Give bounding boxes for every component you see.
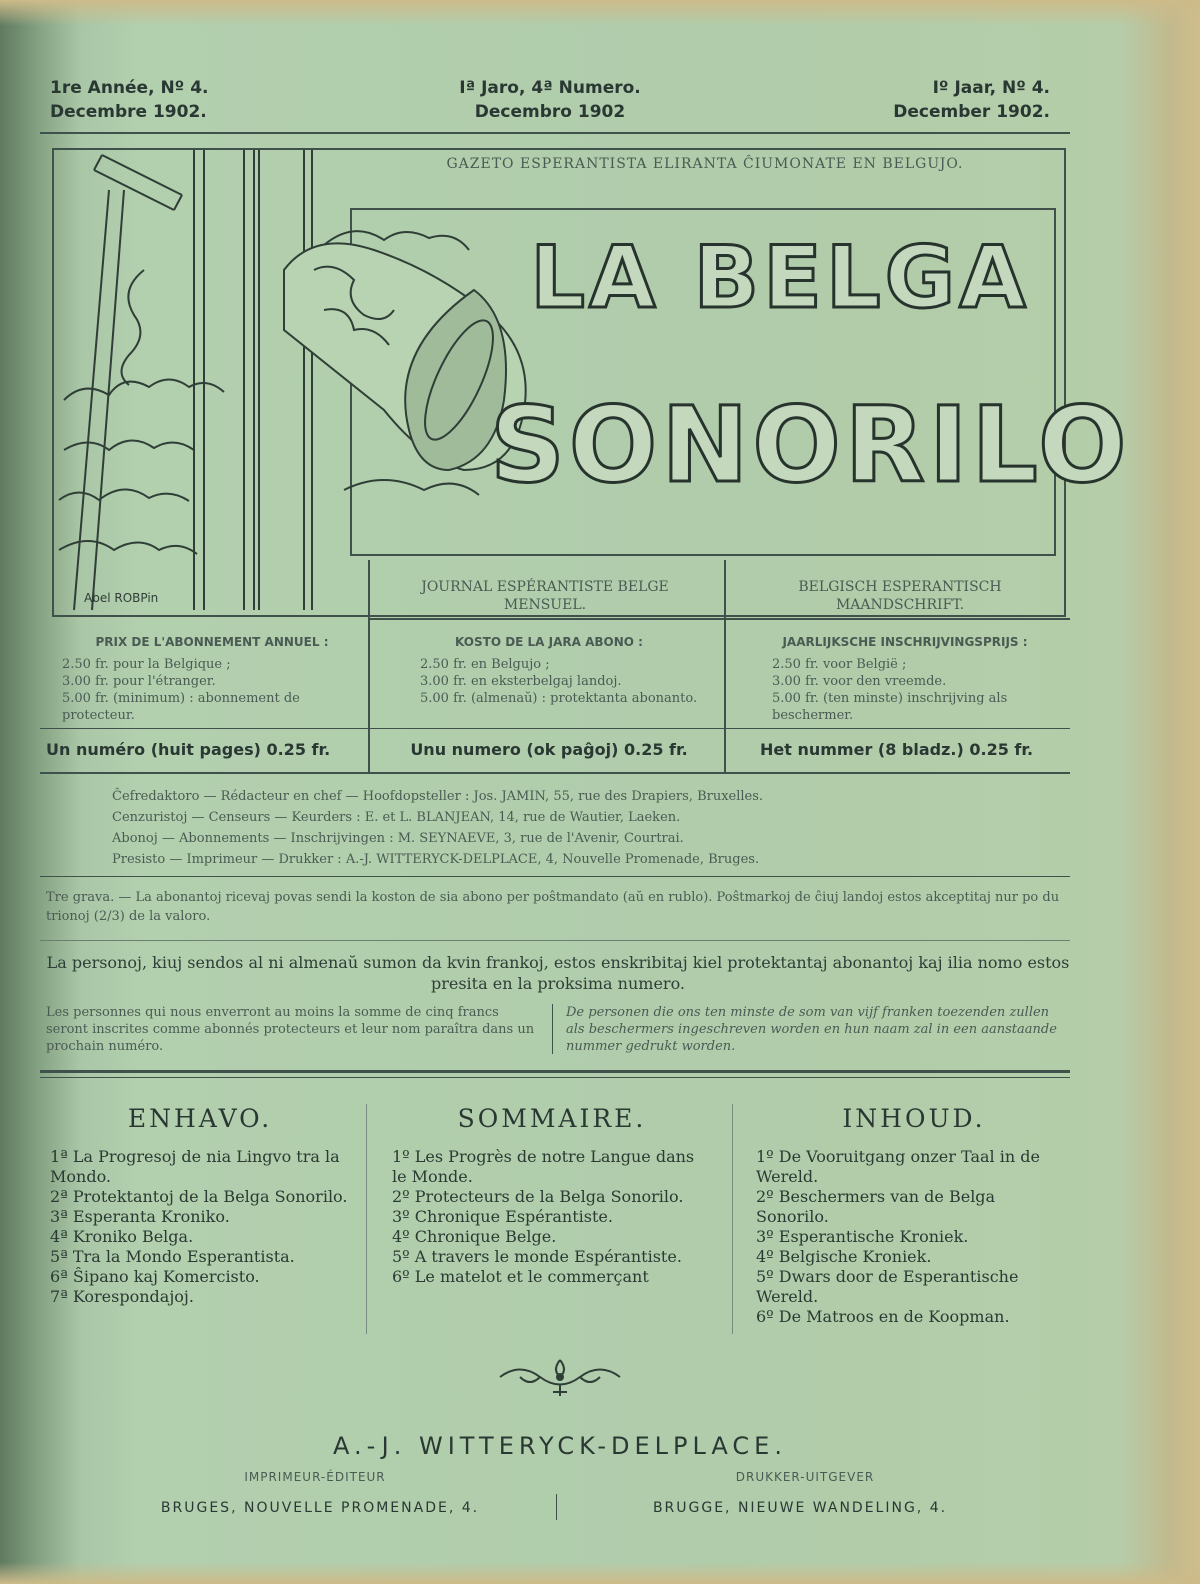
header-esperanto-issue: Iª Jaro, 4ª Numero. <box>459 78 641 98</box>
contents-item: 1º De Vooruitgang onzer Taal in de Wereld. <box>756 1147 1040 1186</box>
contents-item: 2º Beschermers van de Belga Sonorilo. <box>756 1187 996 1226</box>
header-rule <box>40 132 1070 134</box>
prices-french-line: 5.00 fr. (minimum) : abonnement de protecteur. <box>62 691 300 723</box>
contents-rule-bottom <box>40 1077 1070 1078</box>
staff-printer: Presisto — Imprimeur — Drukker : A.-J. WITTERYCK-DELPLACE, 4, Nouvelle Promenade, Bruges. <box>112 852 760 867</box>
contents-divider-left <box>366 1104 367 1334</box>
bell-illustration <box>54 150 554 612</box>
contents-item: 5ª Tra la Mondo Esperantista. <box>50 1247 295 1266</box>
prices-french-heading: PRIX DE L'ABONNEMENT ANNUEL : <box>95 635 329 649</box>
description-dutch: BELGISCH ESPERANTISCH MAANDSCHRIFT. <box>798 579 1002 613</box>
prices-dutch-line: 2.50 fr. voor België ; <box>772 657 907 672</box>
contents-dutch-heading: INHOUD. <box>842 1104 986 1133</box>
prices-esperanto-line: 5.00 fr. (almenaŭ) : protektanta abonanto. <box>420 691 698 706</box>
important-notice: Tre grava. — La abonantoj ricevaj povas sendi la koston de sia abono per poŝtmandato (aŭ en rublo). Poŝtmarkoj de ĉiuj landoj estos akceptitaj nur po du trionoj (2/3) de la valoro. <box>46 890 1060 924</box>
appeal-esperanto: La personoj, kiuj sendos al ni almenaŭ sumon da kvin frankoj, estos enskribitaj kiel protektantaj abonantoj kaj ilia nomo estos presita en la proksima numero. <box>46 953 1070 993</box>
footer-divider <box>556 1494 557 1520</box>
prices-french-line: 2.50 fr. pour la Belgique ; <box>62 657 231 672</box>
contents-item: 6ª Ŝipano kaj Komercisto. <box>50 1267 260 1286</box>
cloud-left <box>64 380 224 401</box>
staff-subscriptions: Abonoj — Abonnements — Inschrijvingen : M. SEYNAEVE, 3, rue de l'Avenir, Courtrai. <box>112 831 684 846</box>
contents-item: 6º Le matelot et le commerçant <box>392 1267 649 1286</box>
contents-divider-right <box>732 1104 733 1334</box>
header-esperanto <box>430 76 670 124</box>
contents-item: 4º Belgische Kroniek. <box>756 1247 932 1266</box>
printer-name: A.-J. WITTERYCK-DELPLACE. <box>333 1432 787 1460</box>
printer-address-dutch: BRUGGE, NIEUWE WANDELING, 4. <box>652 1500 948 1516</box>
contents-french-heading: SOMMAIRE. <box>457 1104 647 1133</box>
header-dutch <box>850 76 1050 124</box>
prices-esperanto-heading: KOSTO DE LA JARA ABONO : <box>455 635 643 649</box>
contents-french <box>392 1104 712 1287</box>
contents-esperanto <box>50 1104 350 1307</box>
prices-esperanto-line: 2.50 fr. en Belgujo ; <box>420 657 550 672</box>
staff-editor: Ĉefredaktoro — Rédacteur en chef — Hoofdopsteller : Jos. JAMIN, 55, rue des Drapiers, Bruxelles. <box>112 789 764 804</box>
prices-dutch-heading: JAARLIJKSCHE INSCHRIJVINGSPRIJS : <box>782 635 1028 649</box>
appeal-divider <box>552 1004 553 1054</box>
printer-role-dutch: DRUKKER-UITGEVER <box>735 1470 875 1484</box>
contents-item: 7ª Korespondajoj. <box>50 1287 194 1306</box>
header-esperanto-date: Decembro 1902 <box>474 102 626 122</box>
prices-french-line: 3.00 fr. pour l'étranger. <box>62 674 216 689</box>
staff-list <box>112 786 1062 870</box>
printer-address-french: BRUGES, NOUVELLE PROMENADE, 4. <box>160 1500 480 1516</box>
staff-rule <box>40 772 1070 774</box>
column-divider-right <box>724 560 726 772</box>
header-dutch-date: December 1902. <box>893 102 1050 122</box>
single-price-french: Un numéro (huit pages) 0.25 fr. <box>46 740 331 759</box>
contents-item: 5º A travers le monde Espérantiste. <box>392 1247 682 1266</box>
title-la-belga: LA BELGA <box>530 228 1030 328</box>
column-divider-left <box>368 560 370 772</box>
contents-item: 3º Esperantische Kroniek. <box>756 1227 969 1246</box>
contents-item: 3º Chronique Espérantiste. <box>392 1207 613 1226</box>
contents-item: 4º Chronique Belge. <box>392 1227 557 1246</box>
header-french <box>50 76 250 124</box>
single-price-esperanto: Unu numero (ok paĝoj) 0.25 fr. <box>410 740 688 759</box>
contents-esperanto-heading: ENHAVO. <box>127 1104 273 1133</box>
contents-item: 4ª Kroniko Belga. <box>50 1227 194 1246</box>
prices-dutch <box>740 634 1070 724</box>
contents-item: 1º Les Progrès de notre Langue dans le Monde. <box>392 1147 695 1186</box>
prices-dutch-line: 3.00 fr. voor den vreemde. <box>772 674 947 689</box>
single-price-dutch: Het nummer (8 bladz.) 0.25 fr. <box>760 740 1034 759</box>
notice-rule <box>40 876 1070 877</box>
printer-role-french: IMPRIMEUR-ÉDITEUR <box>244 1470 386 1484</box>
description-rule <box>370 618 1070 620</box>
contents-rule-top <box>40 1070 1070 1073</box>
contents-item: 6º De Matroos en de Koopman. <box>756 1307 1010 1326</box>
prices-dutch-line: 5.00 fr. (ten minste) inschrijving als beschermer. <box>772 691 1008 723</box>
prices-esperanto <box>384 634 714 707</box>
wooden-post <box>194 150 254 610</box>
header-french-date: Decembre 1902. <box>50 102 207 122</box>
masthead-subtitle: GAZETO ESPERANTISTA ELIRANTA ĈIUMONATE EN BELGUJO. <box>446 156 964 172</box>
contents-item: 2º Protecteurs de la Belga Sonorilo. <box>392 1187 684 1206</box>
contents-item: 2ª Protektantoj de la Belga Sonorilo. <box>50 1187 348 1206</box>
appeal-rule <box>40 940 1070 941</box>
header-dutch-issue: Iº Jaar, Nº 4. <box>932 78 1050 98</box>
header-french-issue: 1re Année, Nº 4. <box>50 78 209 98</box>
price-rule <box>40 728 1070 729</box>
staff-censors: Cenzuristoj — Censeurs — Keurders : E. et L. BLANJEAN, 14, rue de Wautier, Laeken. <box>112 810 681 825</box>
contents-item: 1ª La Progresoj de nia Lingvo tra la Mondo. <box>50 1147 340 1186</box>
appeal-french: Les personnes qui nous enverront au moins la somme de cinq francs seront inscrites comme abonnés protecteurs et leur nom paraîtra dans un prochain numéro. <box>46 1005 535 1054</box>
artist-signature: Abel ROBPin <box>84 591 159 605</box>
ornament-icon <box>495 1352 625 1402</box>
prices-french <box>62 634 362 724</box>
title-sonorilo: SONORILO <box>490 384 1131 506</box>
contents-dutch <box>756 1104 1072 1327</box>
prices-esperanto-line: 3.00 fr. en eksterbelgaj landoj. <box>420 674 622 689</box>
contents-item: 5º Dwars door de Esperantische Wereld. <box>756 1267 1019 1306</box>
appeal-dutch: De personen die ons ten minste de som van vijf franken toezenden zullen als beschermers ingeschreven worden en hun naam zal in een aanstaande nummer gedrukt worden. <box>566 1005 1057 1054</box>
description-french: JOURNAL ESPÉRANTISTE BELGE MENSUEL. <box>421 579 669 613</box>
contents-item: 3ª Esperanta Kroniko. <box>50 1207 230 1226</box>
